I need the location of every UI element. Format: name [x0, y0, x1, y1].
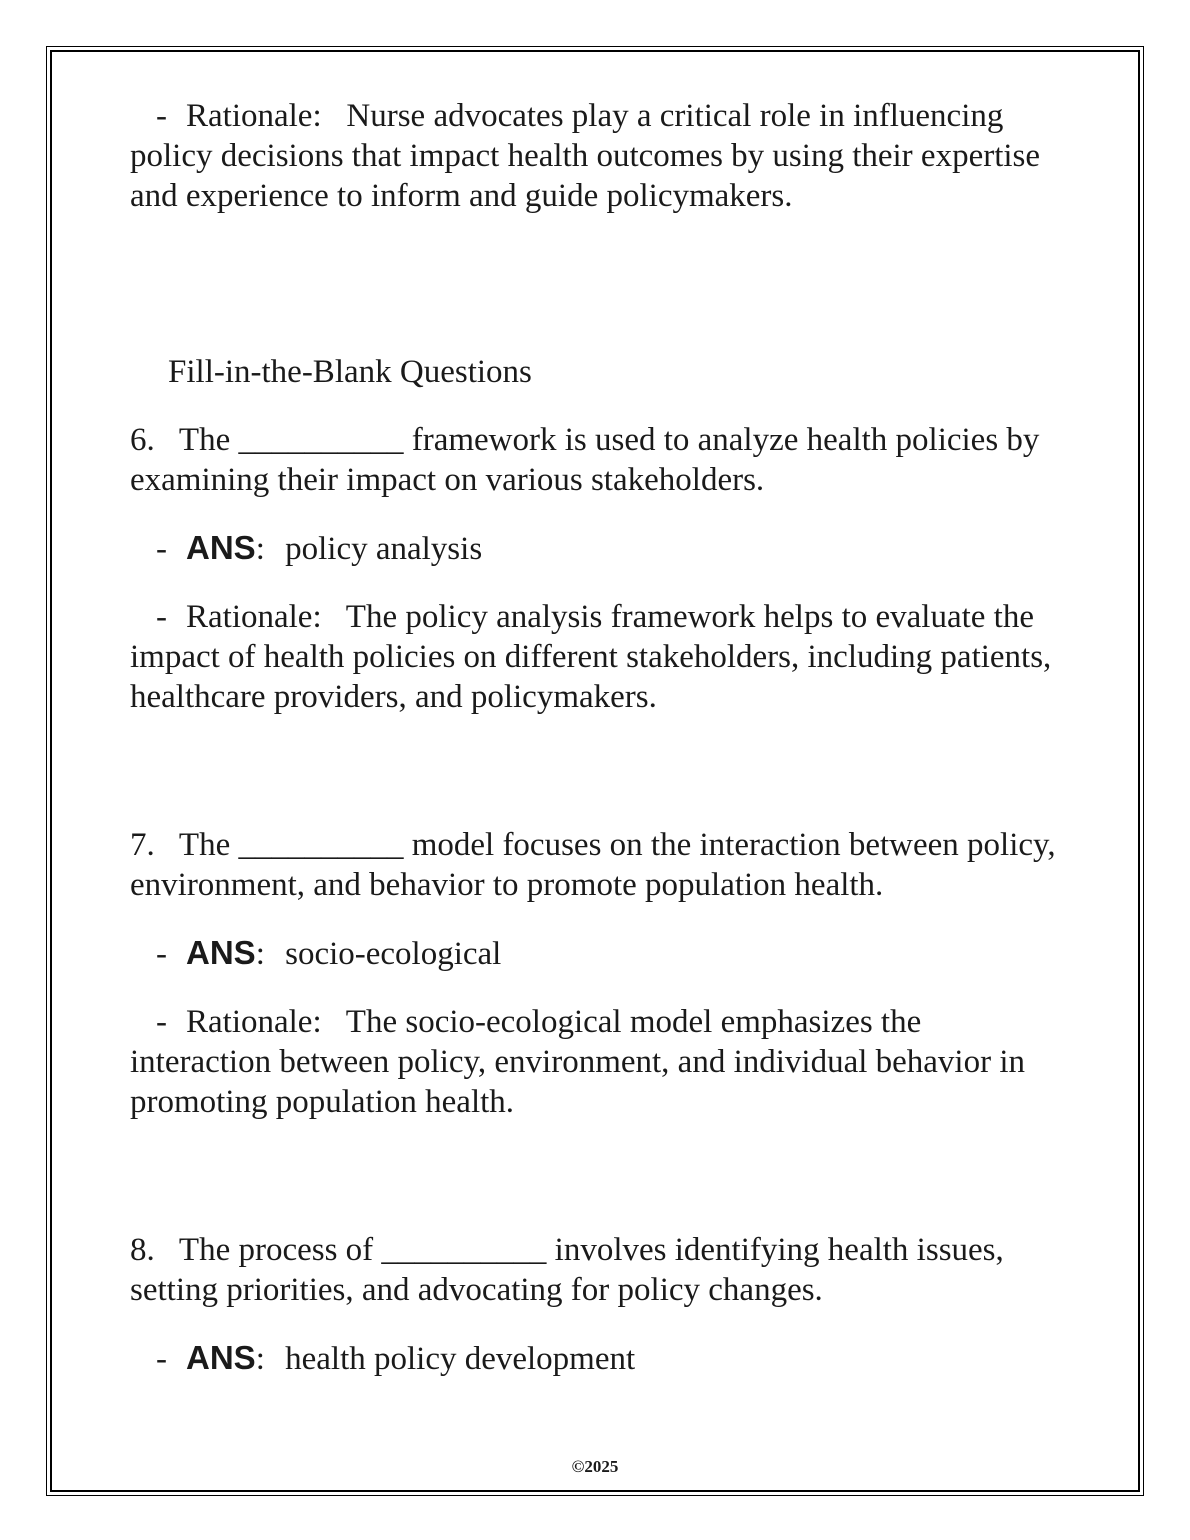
ans-dash: - — [156, 1341, 167, 1377]
question-text: The process of __________ involves identifying health issues, setting priorities, and advocating for policy changes. — [130, 1232, 1004, 1308]
question-text: The __________ framework is used to analyze health policies by examining their impact on various stakeholders. — [130, 422, 1040, 498]
spacer — [130, 905, 1070, 933]
question-text: The __________ model focuses on the interaction between policy, environment, and behavior to promote population health. — [130, 827, 1056, 903]
ans-colon: : — [255, 531, 265, 567]
section-heading: Fill-in-the-Blank Questions — [168, 354, 532, 390]
spacer — [130, 500, 1070, 528]
rationale-text: Nurse advocates play a critical role in influencing policy decisions that impact health outcomes by using their expertise and experience to inform and guide policymakers. — [130, 98, 1041, 214]
copyright-footer: ©2025 — [571, 1457, 619, 1476]
spacer — [130, 974, 1070, 1002]
rationale-label: Rationale: — [186, 1004, 322, 1040]
answer-6 — [130, 528, 1070, 569]
ans-label: ANS — [186, 934, 256, 971]
spacer — [130, 1122, 1070, 1230]
question-6 — [130, 420, 1070, 500]
rationale-text: The policy analysis framework helps to evaluate the impact of health policies on different stakeholders, including patients, healthcare providers, and policymakers. — [130, 599, 1052, 715]
rationale-dash: - — [156, 599, 167, 635]
rationale-label: Rationale: — [186, 98, 322, 134]
ans-colon: : — [255, 936, 265, 972]
question-number: 6. — [130, 422, 155, 458]
spacer — [130, 392, 1070, 420]
document-content — [130, 96, 1070, 1379]
rationale-6 — [130, 597, 1070, 717]
question-number: 7. — [130, 827, 155, 863]
ans-dash: - — [156, 936, 167, 972]
rationale-label: Rationale: — [186, 599, 322, 635]
question-8 — [130, 1230, 1070, 1310]
ans-label: ANS — [186, 529, 256, 566]
ans-label: ANS — [186, 1339, 256, 1376]
spacer — [130, 1310, 1070, 1338]
rationale-7 — [130, 1002, 1070, 1122]
answer-7 — [130, 933, 1070, 974]
answer-text: policy analysis — [285, 531, 483, 567]
question-number: 8. — [130, 1232, 155, 1268]
answer-text: health policy development — [285, 1341, 636, 1377]
rationale-dash: - — [156, 98, 167, 134]
spacer — [130, 569, 1070, 597]
answer-text: socio-ecological — [285, 936, 502, 972]
rationale-text: The socio-ecological model emphasizes the interaction between policy, environment, and individual behavior in promoting population health. — [130, 1004, 1026, 1120]
spacer — [130, 717, 1070, 825]
rationale-dash: - — [156, 1004, 167, 1040]
intro-rationale — [130, 96, 1070, 216]
ans-colon: : — [255, 1341, 265, 1377]
question-7 — [130, 825, 1070, 905]
answer-8 — [130, 1338, 1070, 1379]
spacer — [130, 216, 1070, 324]
ans-dash: - — [156, 531, 167, 567]
spacer — [130, 324, 1070, 352]
